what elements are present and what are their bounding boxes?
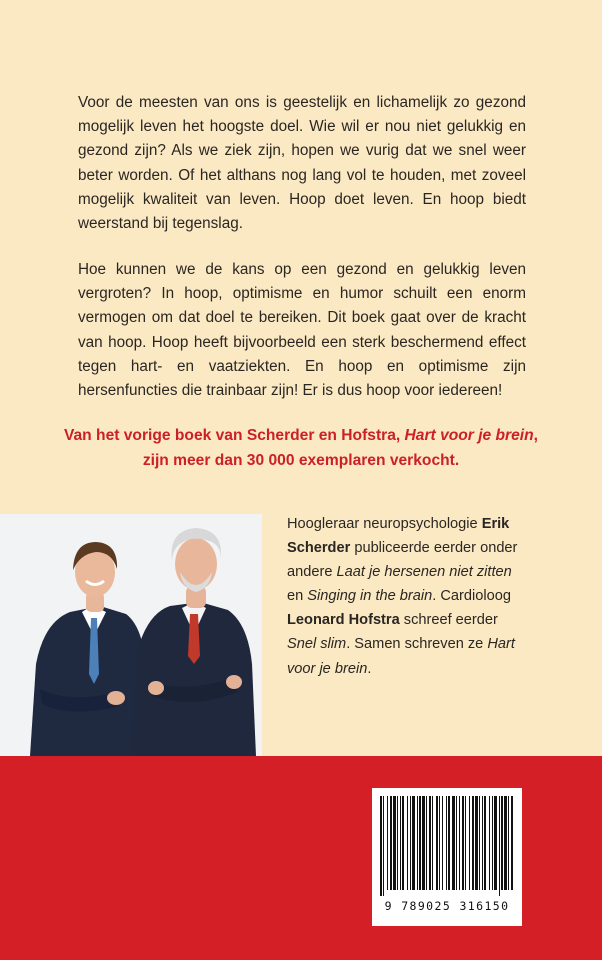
barcode-bar (387, 796, 388, 890)
bio-text: en (287, 588, 308, 605)
barcode-bar (508, 796, 509, 890)
bio-text: schreef eerder (399, 612, 498, 629)
highlight-text-2: , zijn meer dan 30 000 exemplaren verkocht. (142, 427, 539, 469)
barcode-bar (472, 796, 474, 890)
sales-highlight (60, 424, 542, 473)
barcode-bar (402, 796, 404, 890)
barcode-bar (446, 796, 447, 890)
barcode-bar (426, 796, 427, 890)
highlight-text-1: Van het vorige boek van Scherder en Hofstra, (63, 427, 405, 444)
barcode-bar (419, 796, 421, 890)
barcode-bar (410, 796, 411, 890)
barcode-bar (422, 796, 425, 890)
barcode-bar (448, 796, 450, 890)
blurb-paragraph-1: Voor de meesten van ons is geestelijk en lichamelijk zo gezond mogelijk leven het hoogste doel. Wie wil er nou niet gelukkig en gezond zijn? Als we ziek zijn, hopen we vurig dat we snel weer beter worden. Of het althans nog lang vol te houden, met zoveel mogelijk kwaliteit van leven. Hoop doet leven. En hoop biedt weerstand bij tegenslag. (78, 94, 526, 233)
author-name-2: Leonard Hofstra (287, 612, 400, 629)
barcode-bar (482, 796, 483, 890)
barcode-bar (417, 796, 418, 890)
barcode-bar (469, 796, 470, 890)
barcode-bar (412, 796, 415, 890)
barcode-bar (489, 796, 490, 890)
authors-illustration (0, 514, 262, 756)
author-photo (0, 514, 262, 756)
barcode-bar (479, 796, 480, 890)
barcode-bar (397, 796, 398, 890)
book-title: Hart voor je brein (287, 636, 515, 677)
bio-text: . Cardioloog (432, 588, 511, 605)
bio-text: . Samen schreven ze (346, 636, 488, 653)
author-name-1: Erik Scherder (287, 516, 510, 557)
barcode-bar (462, 796, 464, 890)
barcode-bar (484, 796, 486, 890)
barcode-bar (511, 796, 513, 890)
barcode (372, 788, 522, 926)
barcode-bar (452, 796, 455, 890)
barcode-bar (475, 796, 478, 890)
barcode-bar (393, 796, 396, 890)
barcode-bar (380, 796, 382, 896)
barcode-bar (407, 796, 408, 890)
blurb-paragraph-2: Hoe kunnen we de kans op een gezond en gelukkig leven vergroten? In hoop, optimisme en humor schuilt een enorm vermogen om dat doel te bereiken. Dit boek gaat over de kracht van hoop. Hoop heeft bijvoorbeeld een sterk beschermend effect tegen hart- en vaatziekten. En hoop en optimisme zijn hersenfuncties die trainbaar zijn! Er is dus hoop voor iedereen! (78, 261, 526, 400)
bio-text: . (367, 660, 372, 677)
barcode-bar (429, 796, 431, 890)
bio-text: Hoogleraar neuropsychologie (287, 516, 482, 532)
barcode-bar (499, 796, 500, 896)
bio-text: publiceerde eerder onder andere (287, 540, 518, 581)
barcode-bar (456, 796, 457, 890)
barcode-bar (432, 796, 433, 890)
barcode-bar (465, 796, 466, 890)
barcode-bar (494, 796, 497, 890)
book-title: Snel slim (287, 636, 347, 653)
barcode-bar (390, 796, 392, 890)
barcode-bar (442, 796, 443, 890)
barcode-bar (504, 796, 507, 890)
barcode-bar (383, 796, 384, 896)
barcode-bar (501, 796, 503, 890)
barcode-bar (400, 796, 401, 890)
barcode-bar (436, 796, 438, 890)
barcode-bars (378, 796, 516, 896)
book-title: Singing in the brain (307, 588, 433, 605)
author-bio (287, 512, 525, 681)
barcode-bar (492, 796, 493, 890)
barcode-bar (459, 796, 460, 890)
isbn-number: 9 789025 316150 (384, 899, 510, 913)
barcode-bar (439, 796, 440, 890)
highlight-book-title: Hart voor je brein (404, 427, 534, 444)
book-title: Laat je hersenen niet zitten (336, 564, 512, 581)
